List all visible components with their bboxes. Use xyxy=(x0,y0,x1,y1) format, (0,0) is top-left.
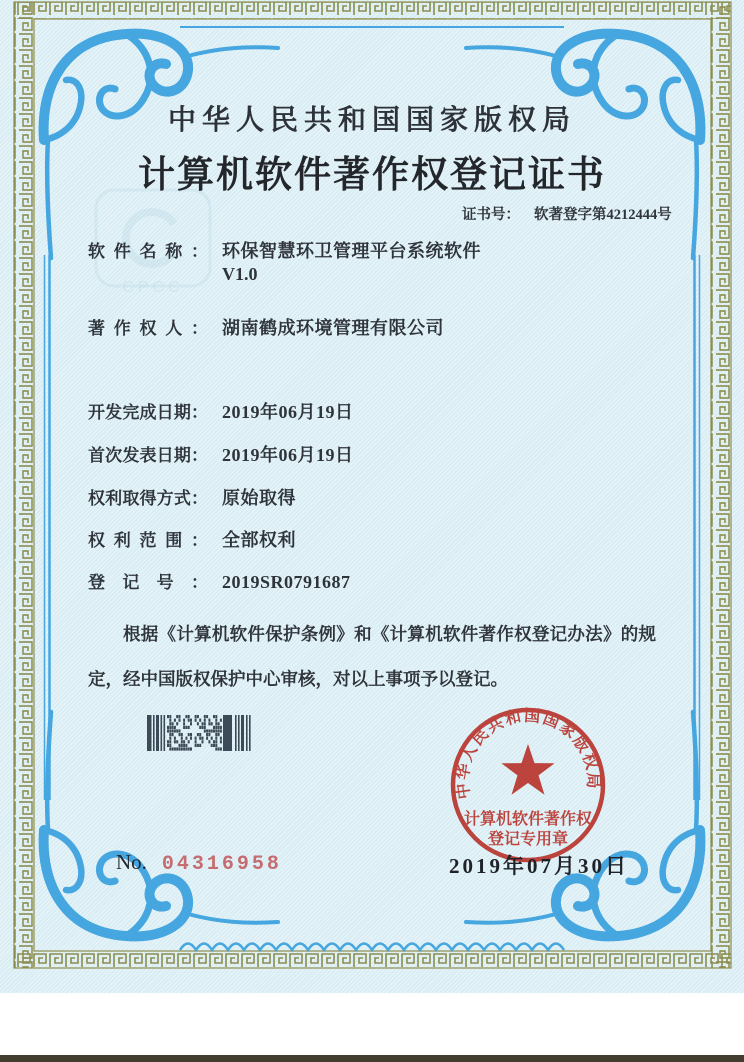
field-rights-scope xyxy=(88,526,296,552)
field-label: 权利范围： xyxy=(88,531,208,550)
certificate-number-value: 软著登字第4212444号 xyxy=(534,207,672,223)
registration-statement: 根据《计算机软件保护条例》和《计算机软件著作权登记办法》的规定，经中国版权保护中心审核，对以上事项予以登记。 xyxy=(88,624,656,689)
field-label: 著作权人： xyxy=(88,319,208,338)
authority-title: 中华人民共和国国家版权局 xyxy=(167,105,576,136)
certificate-title: 计算机软件著作权登记证书 xyxy=(138,155,606,196)
field-value: 全部权利 xyxy=(222,530,296,550)
field-value: 环保智慧环卫管理平台系统软件 xyxy=(222,241,481,261)
field-label: 首次发表日期： xyxy=(88,446,208,465)
field-dev-complete-date xyxy=(88,398,354,424)
field-value: 原始取得 xyxy=(222,488,296,508)
field-copyright-owner xyxy=(88,314,444,340)
border-bottom-greek-key xyxy=(14,951,731,968)
barcode xyxy=(147,713,259,753)
field-value: 湖南鹤成环境管理有限公司 xyxy=(222,318,444,338)
field-first-publish-date xyxy=(88,441,354,467)
stamp-line2: 登记专用章 xyxy=(487,831,569,848)
serial-no-label: No. xyxy=(116,850,147,874)
cpcc-watermark-text: CPCC xyxy=(122,279,184,296)
field-value: 2019年06月19日 xyxy=(222,402,354,422)
certificate-number-label: 证书号： xyxy=(462,207,520,223)
border-bottom-wave xyxy=(180,944,564,951)
field-label: 开发完成日期： xyxy=(88,403,208,422)
border-top-greek-key xyxy=(14,2,731,19)
serial-number-line xyxy=(116,850,282,876)
field-registration-number xyxy=(88,568,351,593)
field-label: 权利取得方式： xyxy=(88,489,208,508)
field-label: 登记号： xyxy=(88,573,208,592)
issue-date: 2019年07月30日 xyxy=(449,854,629,878)
serial-number: 04316958 xyxy=(161,853,282,876)
field-software-name xyxy=(88,237,481,263)
field-rights-acquisition xyxy=(88,484,296,510)
field-label: 软件名称： xyxy=(88,242,208,261)
stamp-ring-text: 中华人民共和国国家版权局 xyxy=(452,705,604,801)
field-software-version: V1.0 xyxy=(222,264,258,284)
stamp-line1: 计算机软件著作权 xyxy=(463,811,593,828)
photo-bottom-edge xyxy=(0,1055,744,1062)
field-value: 2019SR0791687 xyxy=(222,572,351,592)
certificate-number-line xyxy=(462,203,672,224)
stamp-star-icon xyxy=(501,744,554,795)
field-value: 2019年06月19日 xyxy=(222,445,354,465)
